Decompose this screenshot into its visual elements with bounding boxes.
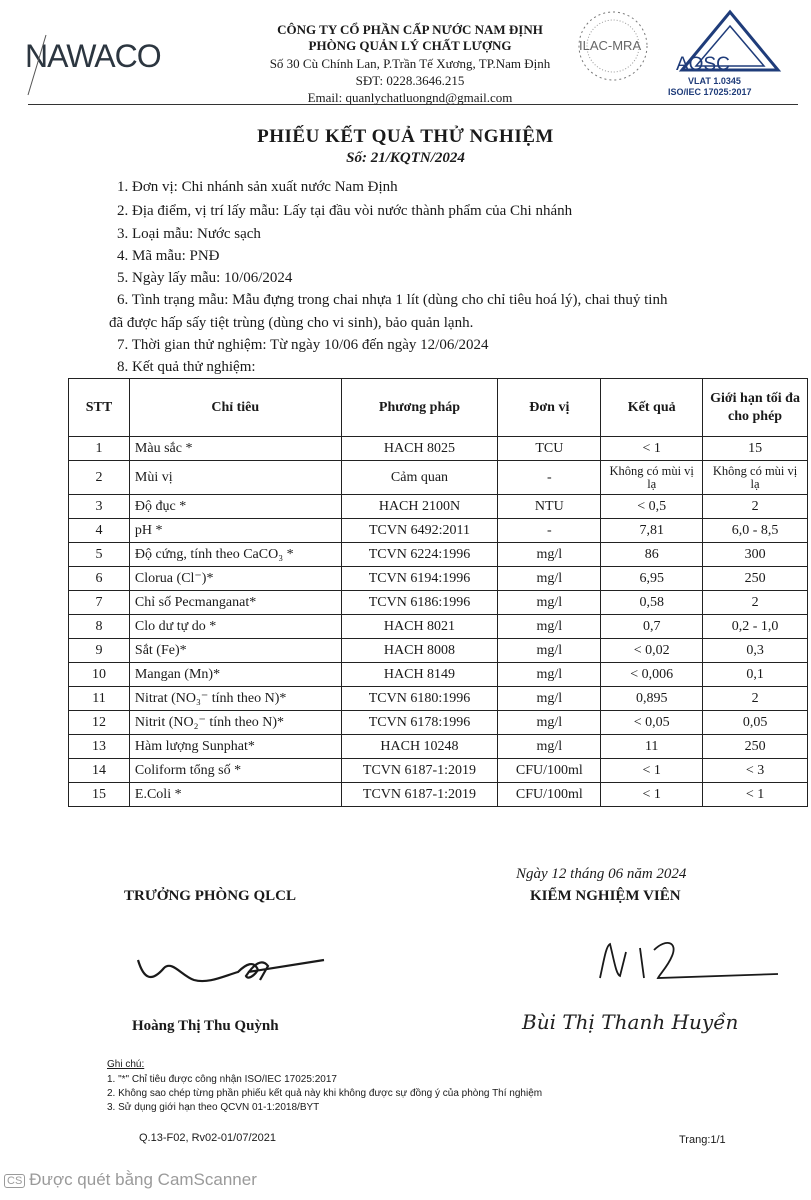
cell-stt: 8 bbox=[69, 615, 130, 639]
cell-result: < 1 bbox=[601, 759, 703, 783]
notes-heading: Ghi chú: bbox=[107, 1059, 145, 1070]
cell-stt: 14 bbox=[69, 759, 130, 783]
table-row bbox=[69, 711, 808, 735]
cell-stt: 6 bbox=[69, 567, 130, 591]
ilac-text: ILAC-MRA bbox=[579, 38, 642, 53]
cell-result: 0,7 bbox=[601, 615, 703, 639]
cell-indicator: Coliform tổng số * bbox=[129, 759, 341, 783]
signature-date: Ngày 12 tháng 06 năm 2024 bbox=[516, 866, 687, 882]
cell-method: Cảm quan bbox=[341, 461, 498, 495]
cell-stt: 12 bbox=[69, 711, 130, 735]
header-method: Phương pháp bbox=[341, 379, 498, 437]
table-row bbox=[69, 543, 808, 567]
table-row bbox=[69, 567, 808, 591]
cell-method: HACH 8008 bbox=[341, 639, 498, 663]
department-name: PHÒNG QUẢN LÝ CHẤT LƯỢNG bbox=[308, 38, 512, 53]
company-email: Email: quanlychatluongnd@gmail.com bbox=[307, 90, 513, 105]
cell-method: HACH 8025 bbox=[341, 437, 498, 461]
cell-method: HACH 2100N bbox=[341, 495, 498, 519]
cell-unit: - bbox=[498, 461, 601, 495]
cell-indicator: Clo dư tự do * bbox=[129, 615, 341, 639]
cell-limit: < 1 bbox=[703, 783, 808, 807]
cell-unit: mg/l bbox=[498, 543, 601, 567]
company-name: CÔNG TY CỔ PHẦN CẤP NƯỚC NAM ĐỊNH bbox=[277, 22, 543, 37]
table-row bbox=[69, 759, 808, 783]
cell-method: HACH 10248 bbox=[341, 735, 498, 759]
cell-result: 0,895 bbox=[601, 687, 703, 711]
cell-unit: mg/l bbox=[498, 567, 601, 591]
cell-stt: 13 bbox=[69, 735, 130, 759]
table-row bbox=[69, 437, 808, 461]
iso-code: ISO/IEC 17025:2017 bbox=[668, 87, 752, 97]
right-signature-mark bbox=[592, 936, 782, 986]
cell-result: Không có mùi vị lạ bbox=[601, 461, 703, 495]
header-indicator: Chỉ tiêu bbox=[129, 379, 341, 437]
form-code: Q.13-F02, Rv02-01/07/2021 bbox=[139, 1132, 276, 1144]
cell-indicator: E.Coli * bbox=[129, 783, 341, 807]
cell-indicator: Hàm lượng Sunphat* bbox=[129, 735, 341, 759]
aosc-text: AOSC bbox=[676, 54, 730, 75]
table-header-row bbox=[69, 379, 808, 437]
cell-indicator: Nitrit (NO₂⁻ tính theo N)* bbox=[129, 711, 341, 735]
cell-stt: 15 bbox=[69, 783, 130, 807]
cell-limit: 0,3 bbox=[703, 639, 808, 663]
cell-result: < 0,006 bbox=[601, 663, 703, 687]
left-signer-name: Hoàng Thị Thu Quỳnh bbox=[132, 1018, 279, 1034]
cell-method: TCVN 6187-1:2019 bbox=[341, 759, 498, 783]
page-number: Trang:1/1 bbox=[679, 1134, 726, 1146]
table-row bbox=[69, 591, 808, 615]
table-row bbox=[69, 783, 808, 807]
cell-stt: 3 bbox=[69, 495, 130, 519]
cell-result: < 1 bbox=[601, 437, 703, 461]
cell-method: TCVN 6194:1996 bbox=[341, 567, 498, 591]
cell-method: TCVN 6178:1996 bbox=[341, 711, 498, 735]
camscanner-watermark bbox=[4, 1170, 257, 1190]
table-row bbox=[69, 519, 808, 543]
results-table bbox=[68, 378, 808, 807]
ilac-mra-seal bbox=[565, 6, 665, 86]
cell-unit: CFU/100ml bbox=[498, 783, 601, 807]
cell-indicator: Chỉ số Pecmanganat* bbox=[129, 591, 341, 615]
table-row bbox=[69, 495, 808, 519]
cell-method: TCVN 6187-1:2019 bbox=[341, 783, 498, 807]
cell-result: 7,81 bbox=[601, 519, 703, 543]
table-row bbox=[69, 461, 808, 495]
company-address: Số 30 Cù Chính Lan, P.Trần Tế Xương, TP.Nam Định bbox=[269, 56, 551, 71]
note-3: 3. Sử dụng giới hạn theo QCVN 01-1:2018/BYT bbox=[107, 1102, 320, 1113]
cell-result: 6,95 bbox=[601, 567, 703, 591]
cell-indicator: Độ đục * bbox=[129, 495, 341, 519]
cell-method: HACH 8149 bbox=[341, 663, 498, 687]
info-test-time: 7. Thời gian thử nghiệm: Từ ngày 10/06 đến ngày 12/06/2024 bbox=[117, 337, 489, 353]
table-row bbox=[69, 615, 808, 639]
cell-result: < 0,5 bbox=[601, 495, 703, 519]
cell-result: < 1 bbox=[601, 783, 703, 807]
cell-limit: Không có mùi vị lạ bbox=[703, 461, 808, 495]
info-sample-type: 3. Loại mẫu: Nước sạch bbox=[117, 226, 261, 242]
header-result: Kết quả bbox=[601, 379, 703, 437]
corner-mark bbox=[22, 30, 52, 100]
cell-result: < 0,05 bbox=[601, 711, 703, 735]
cell-unit: mg/l bbox=[498, 735, 601, 759]
header-limit: Giới hạn tối đa cho phép bbox=[703, 379, 808, 437]
cell-unit: - bbox=[498, 519, 601, 543]
cell-unit: mg/l bbox=[498, 663, 601, 687]
table-row bbox=[69, 639, 808, 663]
info-location: 2. Địa điểm, vị trí lấy mẫu: Lấy tại đầu vòi nước thành phẩm của Chi nhánh bbox=[117, 203, 573, 219]
cell-result: 86 bbox=[601, 543, 703, 567]
cell-limit: 2 bbox=[703, 591, 808, 615]
cell-method: HACH 8021 bbox=[341, 615, 498, 639]
cell-indicator: Clorua (Cl⁻)* bbox=[129, 567, 341, 591]
cell-indicator: Sắt (Fe)* bbox=[129, 639, 341, 663]
cell-result: 0,58 bbox=[601, 591, 703, 615]
right-signer-title: KIỂM NGHIỆM VIÊN bbox=[530, 888, 681, 904]
document-title: PHIẾU KẾT QUẢ THỬ NGHIỆM bbox=[257, 126, 554, 147]
cell-stt: 7 bbox=[69, 591, 130, 615]
cell-indicator: Mangan (Mn)* bbox=[129, 663, 341, 687]
cell-stt: 2 bbox=[69, 461, 130, 495]
left-signer-title: TRƯỞNG PHÒNG QLCL bbox=[124, 888, 296, 904]
cell-method: TCVN 6224:1996 bbox=[341, 543, 498, 567]
cell-method: TCVN 6186:1996 bbox=[341, 591, 498, 615]
cell-stt: 11 bbox=[69, 687, 130, 711]
header-stt: STT bbox=[69, 379, 130, 437]
note-2: 2. Không sao chép từng phần phiếu kết quả này khi không được sự đồng ý của phòng Thí nghiệm bbox=[107, 1088, 543, 1099]
right-signer-handwritten-name: Bùi Thị Thanh Huyền bbox=[522, 1010, 739, 1034]
cell-indicator: Nitrat (NO₃⁻ tính theo N)* bbox=[129, 687, 341, 711]
cell-unit: mg/l bbox=[498, 639, 601, 663]
cell-limit: 6,0 - 8,5 bbox=[703, 519, 808, 543]
cell-limit: 250 bbox=[703, 567, 808, 591]
cell-limit: 250 bbox=[703, 735, 808, 759]
aosc-logo bbox=[668, 8, 788, 98]
table-row bbox=[69, 735, 808, 759]
cell-method: TCVN 6492:2011 bbox=[341, 519, 498, 543]
cell-indicator: Độ cứng, tính theo CaCO₃ * bbox=[129, 543, 341, 567]
cell-stt: 5 bbox=[69, 543, 130, 567]
table-row bbox=[69, 663, 808, 687]
cell-stt: 4 bbox=[69, 519, 130, 543]
cell-limit: 300 bbox=[703, 543, 808, 567]
camscanner-logo-icon: CS bbox=[4, 1174, 25, 1188]
cell-unit: mg/l bbox=[498, 687, 601, 711]
cell-stt: 10 bbox=[69, 663, 130, 687]
cell-limit: 2 bbox=[703, 495, 808, 519]
cell-stt: 9 bbox=[69, 639, 130, 663]
cell-indicator: Màu sắc * bbox=[129, 437, 341, 461]
left-signature bbox=[128, 946, 338, 994]
info-condition-line2: đã được hấp sấy tiệt trùng (dùng cho vi sinh), bảo quản lạnh. bbox=[109, 315, 474, 331]
cell-result: 11 bbox=[601, 735, 703, 759]
cell-limit: 0,2 - 1,0 bbox=[703, 615, 808, 639]
cell-limit: 0,1 bbox=[703, 663, 808, 687]
cell-unit: mg/l bbox=[498, 591, 601, 615]
cell-unit: mg/l bbox=[498, 711, 601, 735]
cell-limit: < 3 bbox=[703, 759, 808, 783]
cell-limit: 0,05 bbox=[703, 711, 808, 735]
watermark-text: Được quét bằng CamScanner bbox=[29, 1170, 257, 1189]
header-unit: Đơn vị bbox=[498, 379, 601, 437]
cell-unit: CFU/100ml bbox=[498, 759, 601, 783]
info-sample-code: 4. Mã mẫu: PNĐ bbox=[117, 248, 220, 264]
cell-stt: 1 bbox=[69, 437, 130, 461]
company-phone: SĐT: 0228.3646.215 bbox=[355, 73, 465, 88]
info-results-heading: 8. Kết quả thử nghiệm: bbox=[117, 359, 256, 375]
info-condition-line1: 6. Tình trạng mẫu: Mẫu đựng trong chai nhựa 1 lít (dùng cho chỉ tiêu hoá lý), chai thuỷ tinh bbox=[117, 292, 668, 308]
info-sample-date: 5. Ngày lấy mẫu: 10/06/2024 bbox=[117, 270, 293, 286]
table-row bbox=[69, 687, 808, 711]
cell-unit: mg/l bbox=[498, 615, 601, 639]
info-unit: 1. Đơn vị: Chi nhánh sản xuất nước Nam Định bbox=[117, 179, 398, 195]
cell-method: TCVN 6180:1996 bbox=[341, 687, 498, 711]
document-number: Số: 21/KQTN/2024 bbox=[346, 150, 465, 166]
header-divider bbox=[28, 104, 798, 105]
cell-limit: 15 bbox=[703, 437, 808, 461]
logo-text: NAWACO bbox=[25, 38, 161, 74]
cell-indicator: Mùi vị bbox=[129, 461, 341, 495]
cell-unit: NTU bbox=[498, 495, 601, 519]
cell-indicator: pH * bbox=[129, 519, 341, 543]
cell-limit: 2 bbox=[703, 687, 808, 711]
cell-unit: TCU bbox=[498, 437, 601, 461]
cell-result: < 0,02 bbox=[601, 639, 703, 663]
vlat-code: VLAT 1.0345 bbox=[688, 76, 741, 86]
note-1: 1. "*" Chỉ tiêu được công nhận ISO/IEC 17025:2017 bbox=[107, 1074, 337, 1085]
